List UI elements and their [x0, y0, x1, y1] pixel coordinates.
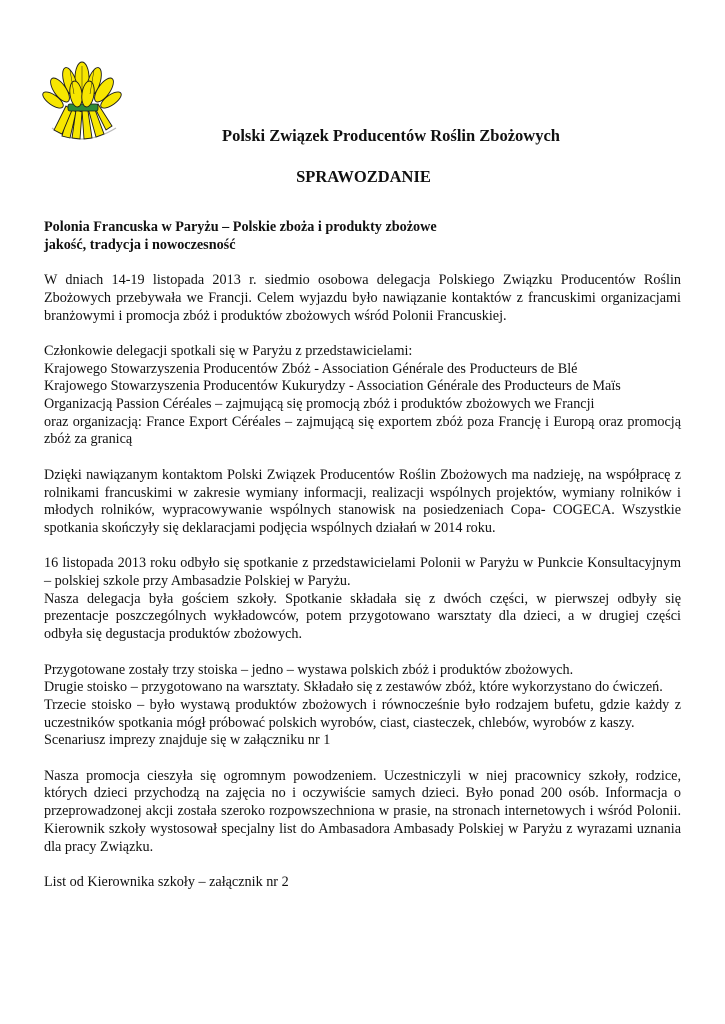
paragraph-delegation: W dniach 14-19 listopada 2013 r. siedmio osobowa delegacja Polskiego Związku Producentów Roślin Zbożowych przebywała we Francji. Celem wyjazdu było nawiązanie kontaktów z francuskimi organizacjami branżowymi i promocja zbóż i produktów zbożowych wśród Polonii Francuskiej.: [44, 272, 681, 324]
organization-name: Polski Związek Producentów Roślin Zbożowych: [222, 126, 560, 145]
scenario-note: Scenariusz imprezy znajduje się w załączniku nr 1: [44, 732, 331, 749]
meetings-item-3: Organizacją Passion Céréales – zajmującą się promocją zbóż i produktów zbożowych we Francji: [44, 396, 595, 412]
stand-3: Trzecie stoisko – było wystawą produktów zbożowych i równocześnie było rodzajem bufetu, gdzie każdy z uczestników spotkania mógł próbować polskich wyrobów, ciast, ciasteczek, chlebów, wyrobów z kaszy.: [44, 696, 681, 731]
school-meeting-details: Nasza delegacja była gościem szkoły. Spotkanie składała się z dwóch części, w pierwszej odbyły się prezentacje poszczególnych wykładowców, potem przygotowano warsztaty dla dzieci, a w drugiej części odbyła się degustacja produktów zbożowych.: [44, 590, 681, 643]
meetings-item-1: Krajowego Stowarzyszenia Producentów Zbóż - Association Générale des Producteurs de Blé: [44, 360, 578, 377]
subtitle-line-1: Polonia Francuska w Paryżu – Polskie zboża i produkty zbożowe: [44, 219, 437, 235]
section-subtitle: [44, 219, 681, 254]
paragraph-attachment: List od Kierownika szkoły – załącznik nr 2: [44, 873, 289, 890]
wheat-sheaf-icon: [40, 58, 124, 148]
meetings-intro: Członkowie delegacji spotkali się w Paryżu z przedstawicielami:: [44, 342, 413, 359]
paragraph-school-meeting: [44, 555, 681, 644]
paragraph-cooperation: Dzięki nawiązanym kontaktom Polski Związek Producentów Roślin Zbożowych ma nadzieję, na współpracę z rolnikami francuskimi w zakresie wymiany informacji, realizacji wspólnych projektów, wymiany rolników i młodych rolników, wypracowywanie wspólnych stanowisk na posiedzeniach Copa- COGECA. Wszystkie spotkania skończyły się deklaracjami podjęcia wspólnych działań w 2014 roku.: [44, 466, 681, 536]
school-meeting-intro: 16 listopada 2013 roku odbyło się spotkanie z przedstawicielami Polonii w Paryżu w Punkcie Konsultacyjnym – polskiej szkole przy Ambasadzie Polskiej w Paryżu.: [44, 555, 681, 589]
document-title: SPRAWOZDANIE: [296, 167, 431, 186]
paragraph-meetings: [44, 343, 681, 449]
subtitle-line-2: jakość, tradycja i nowoczesność: [44, 236, 236, 253]
paragraph-stands: [44, 662, 681, 751]
document-body: [44, 219, 681, 909]
meetings-item-4: oraz organizacją: France Export Céréales – zajmującą się exportem zbóż poza Francję i Europą oraz promocją zbóż za granicą: [44, 413, 681, 448]
meetings-item-2: Krajowego Stowarzyszenia Producentów Kukurydzy - Association Générale des Producteurs de Maïs: [44, 378, 621, 395]
stand-2: Drugie stoisko – przygotowano na warsztaty. Składało się z zestawów zbóż, które wykorzystano do ćwiczeń.: [44, 679, 663, 696]
stand-1: Przygotowane zostały trzy stoiska – jedno – wystawa polskich zbóż i produktów zbożowych.: [44, 661, 574, 678]
paragraph-success: Nasza promocja cieszyła się ogromnym powodzeniem. Uczestniczyli w niej pracownicy szkoły, rodzice, których dzieci przychodzą na zajęcia no i oczywiście samych dzieci. Było ponad 200 osób. Informacja o przeprowadzonej akcji została szeroko rozpowszechniona w prasie, na stronach internetowych i wśród Polonii. Kierownik szkoły wystosował specjalny list do Ambasadora Ambasady Polskiej w Paryżu z wyrazami uznania dla pracy Związku.: [44, 767, 681, 855]
